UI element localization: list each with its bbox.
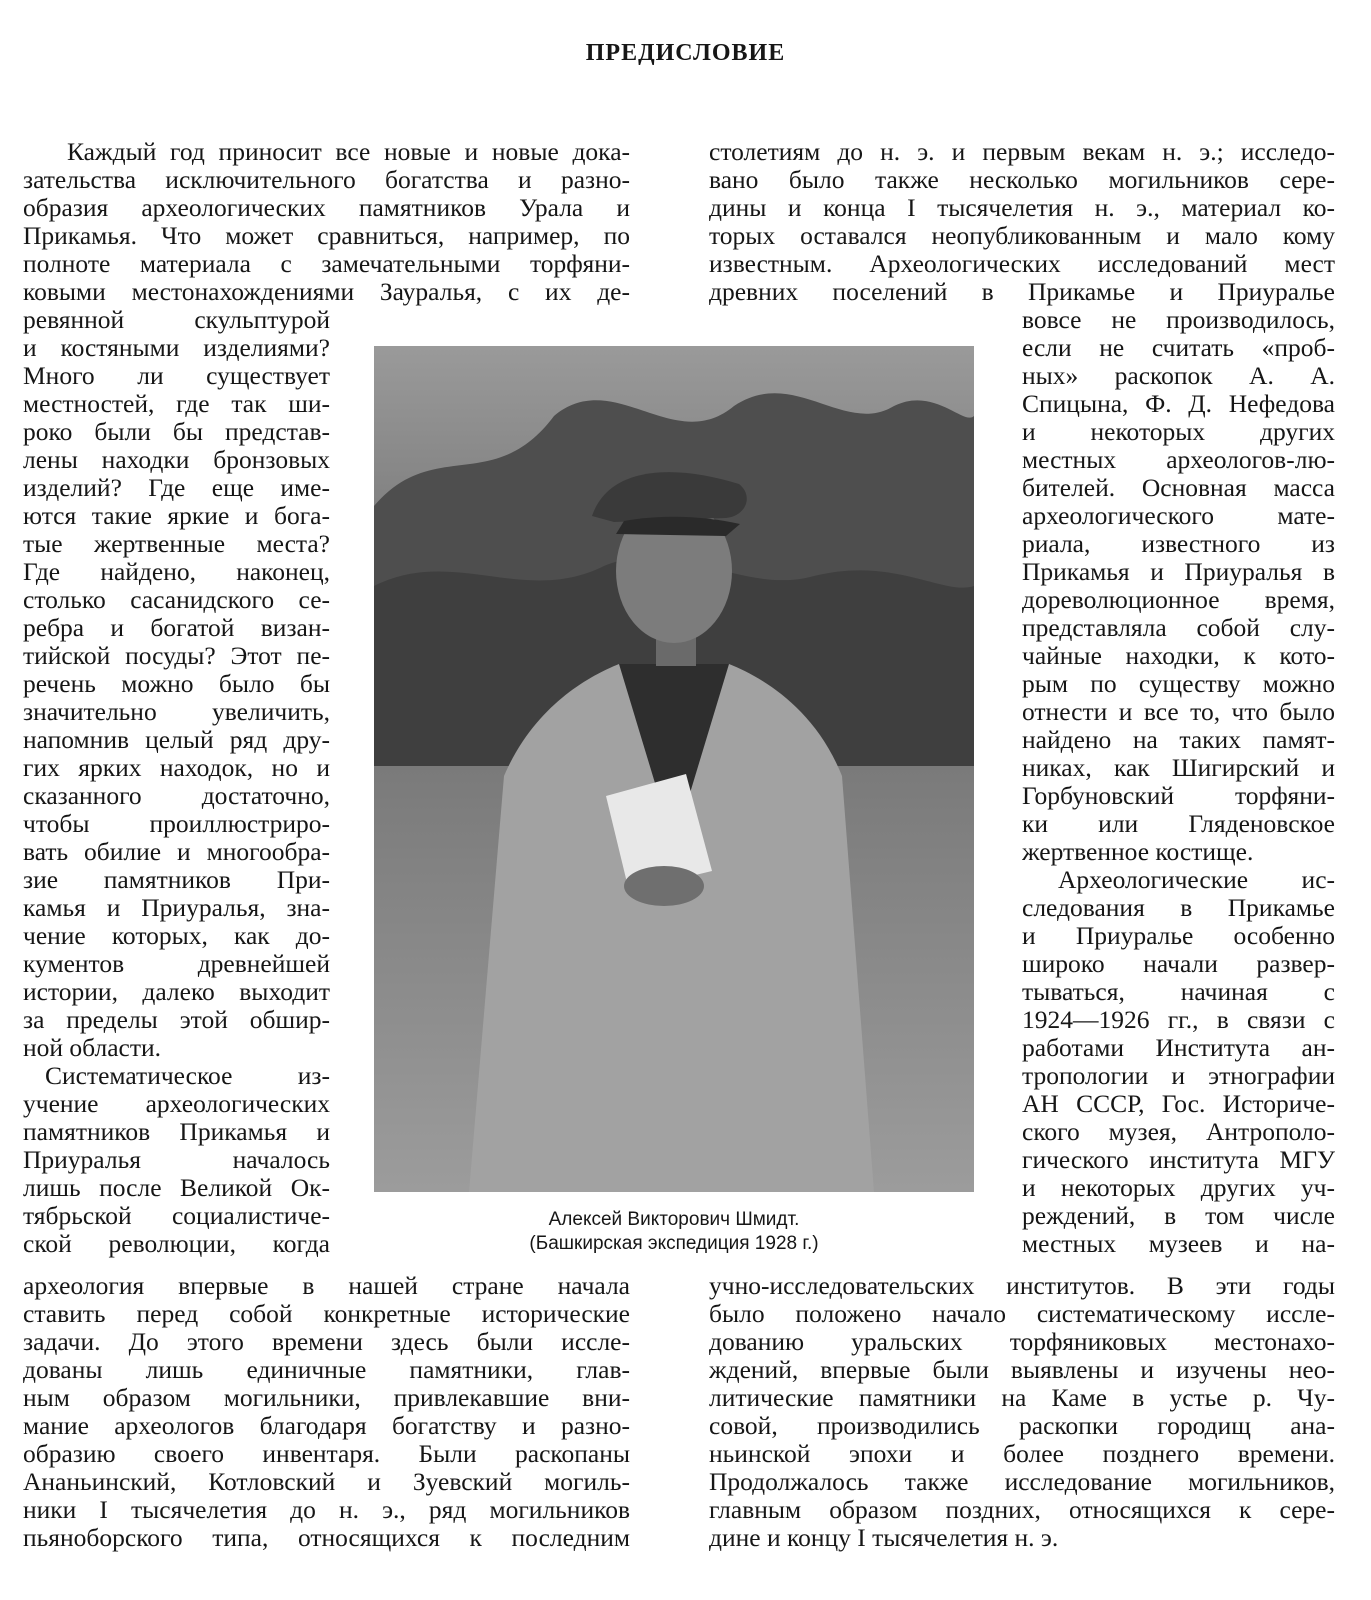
text-line: Систематическое из- (45, 1062, 330, 1090)
text-line: образия археологических памятников Урала и (23, 194, 630, 222)
text-line: известным. Археологических исследований мест (709, 250, 1335, 278)
text-line: ются такие яркие и бога- (23, 502, 330, 530)
text-line: дины и конца I тысячелетия н. э., материал ко- (709, 194, 1335, 222)
text-line: Каждый год приносит все новые и новые дока- (67, 138, 630, 166)
text-line: столько сасанидского се- (23, 586, 330, 614)
text-line: кументов древнейшей (23, 950, 330, 978)
text-line: роко были бы представ- (23, 418, 330, 446)
text-line: ных» раскопок А. А. (1022, 362, 1335, 390)
text-line: дованию уральских торфяниковых местонахо- (709, 1328, 1335, 1356)
text-line: чайные находки, к кото- (1022, 642, 1335, 670)
text-line: и некоторых других (1022, 418, 1335, 446)
text-line: древних поселений в Прикамье и Приуралье (709, 278, 1335, 306)
text-line: Приуралья началось (23, 1146, 330, 1174)
text-line: ребра и богатой визан- (23, 614, 330, 642)
text-line: дованы лишь единичные памятники, глав- (23, 1356, 630, 1384)
text-line: если не считать «проб- (1022, 334, 1335, 362)
text-line: Много ли существует (23, 362, 330, 390)
text-line: ского музея, Антрополо- (1022, 1118, 1335, 1146)
text-line: ждений, впервые были выявлены и изучены нео- (709, 1356, 1335, 1384)
figure-caption-name: Алексей Викторович Шмидт. (548, 1209, 800, 1230)
portrait-photo (374, 346, 974, 1192)
portrait-image (374, 346, 974, 1192)
text-line: вано было также несколько могильников сере- (709, 166, 1335, 194)
text-line: торых оставался неопубликованным и мало кому (709, 222, 1335, 250)
text-line: Где найдено, наконец, (23, 558, 330, 586)
text-line: археологического мате- (1022, 502, 1335, 530)
text-line: широко начали развер- (1022, 950, 1335, 978)
text-line: ской революции, когда (23, 1230, 330, 1258)
text-line: мание археологов благодаря богатству и разно- (23, 1412, 630, 1440)
text-line: образию своего инвентаря. Были раскопаны (23, 1440, 630, 1468)
text-line: отнести и все то, что было (1022, 698, 1335, 726)
text-line: тропологии и этнографии (1022, 1062, 1335, 1090)
text-line: сказанного достаточно, (23, 782, 330, 810)
text-line: напомнив целый ряд дру- (23, 726, 330, 754)
text-line: столетиям до н. э. и первым векам н. э.; исследо- (709, 138, 1335, 166)
text-line: местных археологов-лю- (1022, 446, 1335, 474)
text-line: пьяноборского типа, относящихся к последним (23, 1524, 630, 1552)
text-line: зательства исключительного богатства и разно- (23, 166, 630, 194)
text-line: ки или Гляденовское (1022, 810, 1335, 838)
text-line: камья и Приуралья, зна- (23, 894, 330, 922)
text-line: тийской посуды? Этот пе- (23, 642, 330, 670)
text-line: местностей, где так ши- (23, 390, 330, 418)
text-line: Археологические ис- (1058, 866, 1335, 894)
text-line: представляла собой слу- (1022, 614, 1335, 642)
text-line: полноте материала с замечательными торфяни- (23, 250, 630, 278)
text-line: никах, как Шигирский и (1022, 754, 1335, 782)
text-line: Продолжалось также исследование могильников, (709, 1468, 1335, 1496)
text-line: рым по существу можно (1022, 670, 1335, 698)
text-line: и костяными изделиями? (23, 334, 330, 362)
text-line: совой, производились раскопки городищ ана- (709, 1412, 1335, 1440)
text-line: и некоторых других уч- (1022, 1174, 1335, 1202)
portrait-figure (374, 346, 974, 1254)
text-line: зие памятников При- (23, 866, 330, 894)
text-line: гих ярких находок, но и (23, 754, 330, 782)
text-line: истории, далеко выходит (23, 978, 330, 1006)
text-line: риала, известного из (1022, 530, 1335, 558)
text-line: Прикамья и Приуралья в (1022, 558, 1335, 586)
text-line: вовсе не производилось, (1022, 306, 1335, 334)
text-line: реждений, в том числе (1022, 1202, 1335, 1230)
text-line: памятников Прикамья и (23, 1118, 330, 1146)
text-line: Ананьинский, Котловский и Зуевский могиль- (23, 1468, 630, 1496)
text-line: лены находки бронзовых (23, 446, 330, 474)
text-line: изделий? Где еще име- (23, 474, 330, 502)
text-line: ньинской эпохи и более позднего времени. (709, 1440, 1335, 1468)
text-line: за пределы этой обшир- (23, 1006, 330, 1034)
text-line: Прикамья. Что может сравниться, например, по (23, 222, 630, 250)
text-line: жертвенное костище. (1022, 838, 1254, 866)
text-line: тые жертвенные места? (23, 530, 330, 558)
text-line: было положено начало систематическому иссле- (709, 1300, 1335, 1328)
text-line: ставить перед собой конкретные исторические (23, 1300, 630, 1328)
text-line: задачи. До этого времени здесь были иссле- (23, 1328, 630, 1356)
text-line: гического института МГУ (1022, 1146, 1335, 1174)
figure-caption-note: (Башкирская экспедиция 1928 г.) (529, 1233, 819, 1254)
text-line: ревянной скульптурой (23, 306, 330, 334)
text-line: главным образом поздних, относящихся к сере- (709, 1496, 1335, 1524)
text-line: АН СССР, Гос. Историче- (1022, 1090, 1335, 1118)
text-line: дореволюционное время, (1022, 586, 1335, 614)
text-line: следования в Прикамье (1022, 894, 1335, 922)
text-line: учение археологических (23, 1090, 330, 1118)
text-line: работами Института ан- (1022, 1034, 1335, 1062)
text-line: тябрьской социалистиче- (23, 1202, 330, 1230)
text-line: ным образом могильники, привлекавшие вни- (23, 1384, 630, 1412)
text-line: чтобы проиллюстриро- (23, 810, 330, 838)
text-line: ной области. (23, 1034, 162, 1062)
text-line: Горбуновский торфяни- (1022, 782, 1335, 810)
text-line: литические памятники на Каме в устье р. Чу- (709, 1384, 1335, 1412)
text-line: лишь после Великой Ок- (23, 1174, 330, 1202)
text-line: чение которых, как до- (23, 922, 330, 950)
text-line: 1924—1926 гг., в связи с (1022, 1006, 1335, 1034)
page-title: ПРЕДИСЛОВИЕ (585, 40, 786, 66)
text-line: ники I тысячелетия до н. э., ряд могильников (23, 1496, 630, 1524)
text-line: учно-исследовательских институтов. В эти годы (709, 1272, 1335, 1300)
text-line: вать обилие и многообра- (23, 838, 330, 866)
text-line: ковыми местонахождениями Зауралья, с их де- (23, 278, 630, 306)
text-line: речень можно было бы (23, 670, 330, 698)
text-line: тываться, начиная с (1022, 978, 1335, 1006)
text-line: археология впервые в нашей стране начала (23, 1272, 630, 1300)
text-line: найдено на таких памят- (1022, 726, 1335, 754)
text-line: значительно увеличить, (23, 698, 330, 726)
text-line: дине и концу I тысячелетия н. э. (709, 1524, 1059, 1552)
text-line: местных музеев и на- (1022, 1230, 1335, 1258)
hands (624, 866, 704, 906)
text-line: Спицына, Ф. Д. Нефедова (1022, 390, 1335, 418)
text-line: бителей. Основная масса (1022, 474, 1335, 502)
text-line: и Приуралье особенно (1022, 922, 1335, 950)
